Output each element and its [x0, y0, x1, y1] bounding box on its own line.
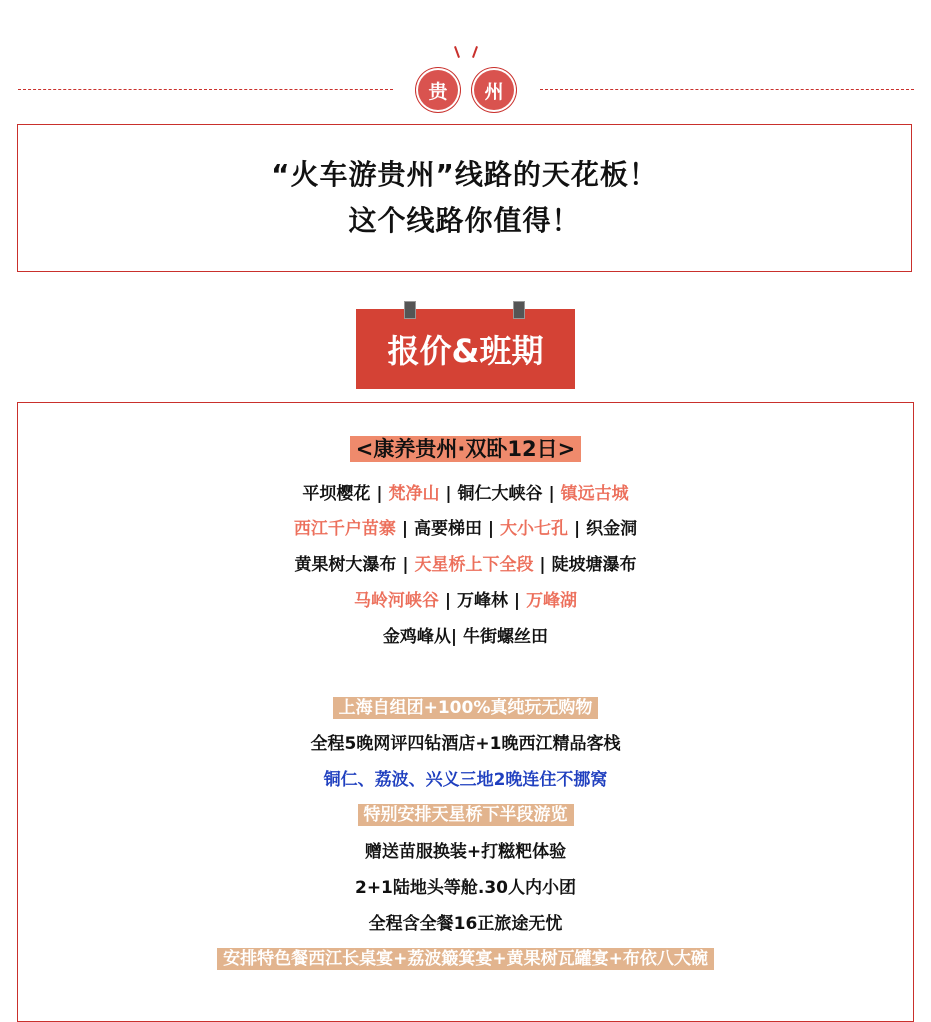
separator: |	[376, 484, 383, 504]
feature-highlight: 安排特色餐西江长桌宴+荔波簸箕宴+黄果树瓦罐宴+布依八大碗	[217, 948, 714, 970]
sites-row-2	[18, 514, 913, 539]
site-name-highlight: 大小七孔	[500, 519, 569, 539]
site-name-highlight: 马岭河峡谷	[353, 591, 439, 611]
slogan-box	[17, 124, 912, 272]
feature-row-3	[18, 765, 913, 790]
decorative-tick-left	[454, 46, 460, 58]
site-name: 平坝樱花	[302, 484, 371, 504]
dashed-divider-right	[540, 89, 914, 90]
feature-text: 赠送苗服换装+打糍粑体验	[364, 842, 567, 862]
price-schedule-tab	[356, 309, 575, 389]
separator: |	[573, 519, 581, 539]
decorative-tick-right	[472, 46, 478, 58]
feature-row-4	[18, 800, 913, 825]
site-name: 黄果树大瀑布	[294, 555, 397, 575]
separator: |	[513, 591, 521, 611]
feature-text-blue: 铜仁、荔波、兴义三地2晚连住不挪窝	[323, 770, 608, 790]
site-name: 铜仁大峡谷	[457, 484, 543, 504]
feature-text: 全程含全餐16正旅途无忧	[368, 914, 563, 934]
separator: |	[444, 591, 452, 611]
feature-row-7	[18, 909, 913, 934]
site-name: 织金洞	[586, 519, 638, 539]
feature-row-6	[18, 873, 913, 898]
feature-row-1	[18, 693, 913, 718]
separator: |	[401, 519, 409, 539]
feature-text: 2+1陆地头等舱.30人内小团	[354, 878, 577, 898]
site-name: 万峰林	[457, 591, 508, 611]
site-name-highlight: 西江千户苗寨	[293, 519, 396, 539]
feature-text: 全程5晚网评四钻酒店+1晚西江精品客栈	[310, 734, 621, 754]
dashed-divider-left	[18, 89, 393, 90]
section-header	[0, 40, 931, 120]
site-name-highlight: 镇远古城	[560, 484, 629, 504]
separator: |	[402, 555, 409, 575]
site-name-highlight: 天星桥上下全段	[414, 555, 534, 575]
tour-title-row	[18, 433, 913, 463]
slogan-line-2: 这个线路你值得！	[348, 204, 581, 237]
site-name: 金鸡峰从| 牛街螺丝田	[382, 627, 549, 647]
feature-row-8	[18, 944, 913, 969]
sites-row-4	[18, 586, 913, 611]
site-name: 高要梯田	[413, 519, 482, 539]
separator: |	[445, 484, 452, 504]
separator: |	[487, 519, 495, 539]
feature-highlight: 特别安排天星桥下半段游览	[358, 804, 574, 826]
feature-row-5	[18, 837, 913, 862]
region-badge-gui: 贵	[418, 70, 458, 110]
site-name: 陡坡塘瀑布	[551, 555, 637, 575]
region-badge-zhou: 州	[474, 70, 514, 110]
tour-title: <康养贵州·双卧12日>	[350, 436, 581, 462]
feature-highlight: 上海自组团+100%真纯玩无购物	[333, 697, 599, 719]
separator: |	[539, 555, 546, 575]
sites-row-3	[18, 550, 913, 575]
separator: |	[548, 484, 555, 504]
sites-row-1	[18, 479, 913, 504]
tour-details-box	[17, 402, 914, 1022]
slogan-line-1: “火车游贵州”线路的天花板！	[271, 158, 658, 191]
sites-row-5	[18, 622, 913, 647]
price-schedule-label: 报价&班期	[387, 332, 544, 370]
site-name-highlight: 万峰湖	[526, 591, 578, 611]
site-name-highlight: 梵净山	[388, 484, 440, 504]
feature-row-2	[18, 729, 913, 754]
